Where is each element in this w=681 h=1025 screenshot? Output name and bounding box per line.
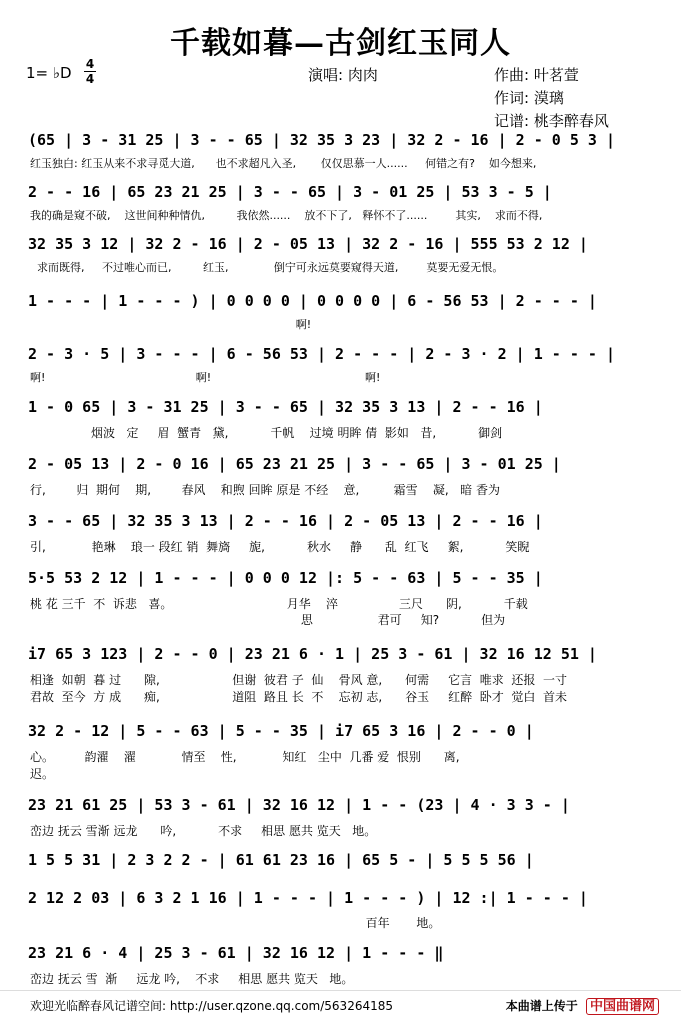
lyric-line-10: 相逢 如朝 暮 过 隙, 但谢 彼君 子 仙 骨风 意, 何需 它言 唯求 还报 一寸 — [30, 673, 568, 687]
lyric-line-5: 啊! 啊! 啊! — [30, 371, 381, 384]
notation-line-13: 1 5 5 31 | 2 3 2 2 - | 61 61 23 16 | 65 5 - | 5 5 5 56 | — [28, 851, 534, 869]
notation-line-1: (65 | 3 - 31 25 | 3 - - 65 | 32 35 3 23 | 32 2 - 16 | 2 - 0 5 3 | — [28, 131, 615, 149]
lyric-line-8: 引, 艳琳 琅一 段红 销 舞旖 旎, 秋水 静 乱 红飞 絮, 笑睨 — [30, 540, 530, 554]
footer-upload-text: 本曲谱上传于 — [505, 999, 578, 1013]
lyric-line-11: 心。 韵濯 濯 情至 性, 知红 尘中 几番 爱 恨别 离, — [30, 750, 460, 764]
time-signature — [84, 58, 96, 85]
notation-line-7: 2 - 05 13 | 2 - 0 16 | 65 23 21 25 | 3 - - 65 | 3 - 01 25 | — [28, 455, 561, 473]
lyric-line-11-second-verse: 迟。 — [30, 767, 55, 781]
notation-line-10: i7 65 3 123 | 2 - - 0 | 23 21 6 · 1 | 25 3 - 61 | 32 16 12 51 | — [28, 645, 597, 663]
lyric-line-9: 桃 花 三千 不 诉悲 喜。 月华 淬 三尺 阴, 千载 — [30, 597, 528, 611]
notation-line-14: 2 12 2 03 | 6 3 2 1 16 | 1 - - - | 1 - - - ) | 12 :| 1 - - - | — [28, 889, 588, 907]
notation-line-12: 23 21 61 25 | 53 3 - 61 | 32 16 12 | 1 - - (23 | 4 · 3 3 - | — [28, 796, 570, 814]
lyric-line-10-second-verse: 君故 至今 方 成 痴, 道阻 路且 长 不 忘初 志, 谷玉 红醉 卧才 觉白 首未 — [30, 690, 568, 704]
notation-line-5: 2 - 3 · 5 | 3 - - - | 6 - 56 53 | 2 - - - | 2 - 3 · 2 | 1 - - - | — [28, 345, 615, 363]
notation-line-6: 1 - 0 65 | 3 - 31 25 | 3 - - 65 | 32 35 3 13 | 2 - - 16 | — [28, 398, 543, 416]
lyric-line-3: 求而既得, 不过唯心而已, 红玉, 倒宁可永远莫要窥得天道, 莫要无爱无恨。 — [30, 261, 504, 274]
lyric-line-2: 我的确是窥不破, 这世间种种情仇, 我依然...... 放不下了, 释怀不了...... 其实, 求而不得, — [30, 209, 543, 222]
composer-credit: 作曲: 叶茗萱 — [494, 66, 579, 84]
notation-line-9: 5·5 53 2 12 | 1 - - - | 0 0 0 12 |: 5 - - 63 | 5 - - 35 | — [28, 569, 543, 587]
notation-line-11: 32 2 - 12 | 5 - - 63 | 5 - - 35 | i7 65 3 16 | 2 - - 0 | — [28, 722, 534, 740]
site-logo: 中国曲谱网 — [586, 998, 659, 1015]
notation-line-15: 23 21 6 · 4 | 25 3 - 61 | 32 16 12 | 1 - - - ‖ — [28, 944, 444, 962]
lyric-line-9-second-verse: 思 君可 知? 但为 — [30, 613, 506, 627]
notation-line-4: 1 - - - | 1 - - - ) | 0 0 0 0 | 0 0 0 0 | 6 - 56 53 | 2 - - - | — [28, 292, 597, 310]
transcriber-credit: 记谱: 桃李醉春风 — [494, 112, 609, 130]
lyric-line-1: 红玉独白: 红玉从来不求寻觅大道, 也不求超凡入圣, 仅仅思慕一人...... 何错之有? 如今想来, — [30, 157, 537, 170]
notation-line-3: 32 35 3 12 | 32 2 - 16 | 2 - 05 13 | 32 2 - 16 | 555 53 2 12 | — [28, 235, 588, 253]
key-signature: 1= ♭D — [26, 64, 72, 82]
time-signature-bottom: 4 — [85, 72, 95, 86]
lyric-line-14: 百年 地。 — [30, 916, 441, 930]
footer-site-link: 欢迎光临醉春风记谱空间: http://user.qzone.qq.com/563264185 — [30, 999, 394, 1013]
footer-upload-note — [506, 995, 659, 1014]
lyric-line-7: 行, 归 期何 期, 春风 和煦 回眸 原是 不经 意, 霜雪 凝, 暗 香为 — [30, 483, 500, 497]
lyricist-credit: 作词: 漠璃 — [494, 89, 564, 107]
singer-credit: 演唱: 肉肉 — [308, 66, 378, 84]
notation-line-2: 2 - - 16 | 65 23 21 25 | 3 - - 65 | 3 - 01 25 | 53 3 - 5 | — [28, 183, 552, 201]
lyric-line-12: 峦边 抚云 雪渐 远龙 吟, 不求 相思 愿共 览天 地。 — [30, 824, 377, 838]
notation-line-8: 3 - - 65 | 32 35 3 13 | 2 - - 16 | 2 - 05 13 | 2 - - 16 | — [28, 512, 543, 530]
lyric-line-4: 啊! — [30, 318, 312, 331]
lyric-line-6: 烟波 定 眉 蟹青 黛, 千帆 过境 明眸 倩 影如 昔, 御剑 — [30, 426, 503, 440]
lyric-line-15: 峦边 抚云 雪 渐 远龙 吟, 不求 相思 愿共 览天 地。 — [30, 972, 354, 986]
song-title: 千载如暮—古剑红玉同人 — [170, 26, 511, 61]
footer-divider — [0, 990, 681, 991]
time-signature-top: 4 — [85, 57, 95, 71]
